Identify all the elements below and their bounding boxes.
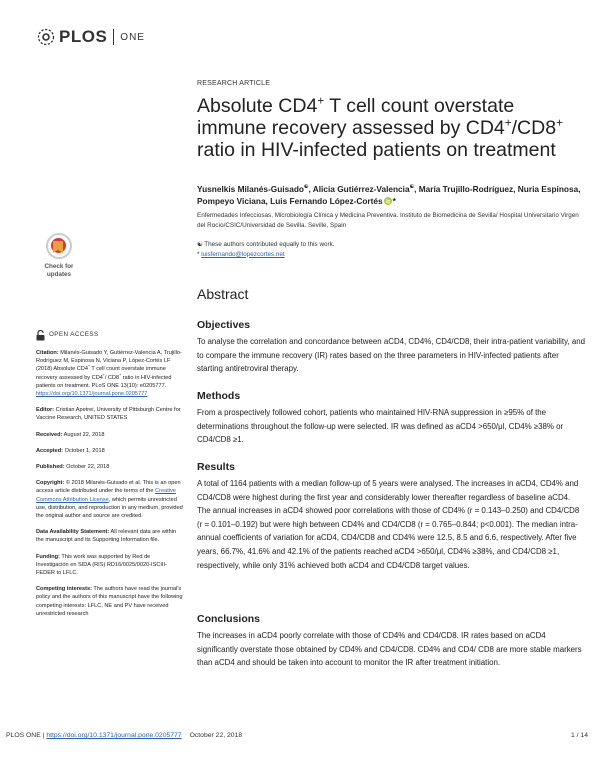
author-notes xyxy=(197,240,587,259)
article-type: RESEARCH ARTICLE xyxy=(197,80,271,87)
logo-divider xyxy=(113,29,114,45)
open-lock-icon xyxy=(36,330,45,341)
corresponding-author: * luisfernando@lopezcortes.net xyxy=(197,250,285,258)
check-for-updates-badge[interactable]: Check for updates xyxy=(36,233,82,285)
equal-contribution-note: ☯ These authors contributed equally to this work. xyxy=(197,241,335,248)
methods-heading: Methods xyxy=(197,390,241,402)
article-title: Absolute CD4+ T cell count overstate immune recovery assessed by CD4+/CD8+ ratio in HIV-infected patients on treatment xyxy=(197,94,563,161)
affiliation: Enfermedades Infecciosas, Microbiología Clínica y Medicina Preventiva. Instituto de Biomedicina de Sevilla/ Hospital Universitario Virgen del Rocío/CSIC/Universidad de Sevilla. Seville, Spain xyxy=(197,212,579,229)
copyright: Copyright: © 2018 Milanés-Guisado et al. This is an open access article distributed under the terms of the Creative Commons Attribution License, which permits unrestricted use, distribution, and reproduction in any medium, provided the original author and source are credited. xyxy=(36,480,183,520)
article-info-sidebar xyxy=(36,330,184,626)
page-number: 1 / 14 xyxy=(570,732,588,739)
objectives-text: To analyse the correlation and concordance between aCD4, CD4%, CD4/CD8, their intra-patient variability, and to compare the immune recovery (IR) rates based on the three parameters in HIV-infected patients after starting antiretroviral therapy. xyxy=(197,337,586,374)
abstract-heading: Abstract xyxy=(197,286,249,302)
author-list: Yusnelkis Milanés-Guisado☯, Alicia Gutiérrez-Valencia☯, María Trujillo-Rodríguez, Nuria Espinosa, Pompeyo Viciana, Luis Fernando López-Cortés * xyxy=(197,184,581,206)
results-text: A total of 1164 patients with a median follow-up of 5 years were analysed. The increases in aCD4, CD4% and CD4/CD8 were highest during the first year and considerably lower thereafter regardless of baseline aCD4. The annual increases in aCD4 showed poor correlations with those of CD4% (r = 0.143–0.250) and CD4/CD8 (r = 0.101–0.192) but were high between CD4% and CD4/CD8 (r = 0.765–0.844; p<0.001). The median intra-annual coefficients of variation for aCD4, CD4/CD8 and CD4% were 12.5, 8.5 and 6.6, respectively. After five years, 66.7%, 41.6% and 42.1% of the patients reached aCD4 >650/μl, CD4% ≥38%, and CD4/CD8 ≥1, respectively, while only 31% achieved both aCD4 and CD4/CD8 target values. xyxy=(197,479,580,570)
logo-journal: ONE xyxy=(120,31,145,43)
footer-doi-link[interactable]: https://doi.org/10.1371/journal.pone.0205777 xyxy=(46,732,182,739)
footer-journal: PLOS ONE xyxy=(6,732,41,739)
funding: Funding: This work was supported by Red de Investigación en SIDA (RIS) RD16/0025/0020-ISCIII-FEDER to LFLC. xyxy=(36,553,167,577)
footer-date: October 22, 2018 xyxy=(189,732,243,739)
open-access-label: OPEN ACCESS xyxy=(36,330,184,341)
competing-interests: Competing interests: The authors have read the journal's policy and the authors of this manuscript have the following competing interests: LFLC, NE and PV have received unrestricted research xyxy=(36,586,183,617)
page-footer xyxy=(6,732,594,739)
results-heading: Results xyxy=(197,461,235,473)
citation: Citation: Milanés-Guisado Y, Gutiérrez-Valencia A, Trujillo-Rodríguez M, Espinosa N, Viciana P, López-Cortés LF (2018) Absolute CD4+ T cell count overstate immune recovery assessed by CD4+/ CD8+ ratio in HIV-infected patients on treatment. PLoS ONE 13(10): e0205777. https://doi.org/10.1371/journal.pone.0205777 xyxy=(36,350,182,398)
plos-logo-icon xyxy=(36,27,56,47)
orcid-icon[interactable] xyxy=(384,197,392,205)
received-date: Received: August 22, 2018 xyxy=(36,431,105,438)
accepted-date: Accepted: October 1, 2018 xyxy=(36,447,105,454)
objectives-heading: Objectives xyxy=(197,319,251,331)
corresponding-email-link[interactable]: luisfernando@lopezcortes.net xyxy=(201,250,285,258)
citation-doi-link[interactable]: https://doi.org/10.1371/journal.pone.0205777 xyxy=(36,391,148,398)
published-date: Published: October 22, 2018 xyxy=(36,464,110,471)
conclusions-heading: Conclusions xyxy=(197,613,261,625)
conclusions-text: The increases in aCD4 poorly correlate with those of CD4% and CD4/CD8. IR rates based on aCD4 significantly overstate those obtained by CD4% and CD4/CD8. CD4% and CD4/ CD8 are more stable markers than aCD4 and should be taken into account to monitor the IR after treatment initiation. xyxy=(197,631,582,668)
data-availability: Data Availability Statement: All relevant data are within the manuscript and its Supporting Information file. xyxy=(36,529,177,544)
plos-logo xyxy=(36,26,145,48)
license-link[interactable]: Creative Commons Attribution License xyxy=(36,488,176,503)
methods-text: From a prospectively followed cohort, patients who maintained HIV-RNA suppression in ≥95% of the determinations throughout the follow-up were selected. IR was defined as aCD4 >650/μl, CD4% ≥38% or CD4/CD8 ≥1. xyxy=(197,408,564,445)
footer-separator: | xyxy=(40,732,47,739)
editor: Editor: Cristian Apetrei, University of Pittsburgh Centre for Vaccine Research, UNITED STATES xyxy=(36,407,181,422)
logo-brand: PLOS xyxy=(59,27,108,46)
